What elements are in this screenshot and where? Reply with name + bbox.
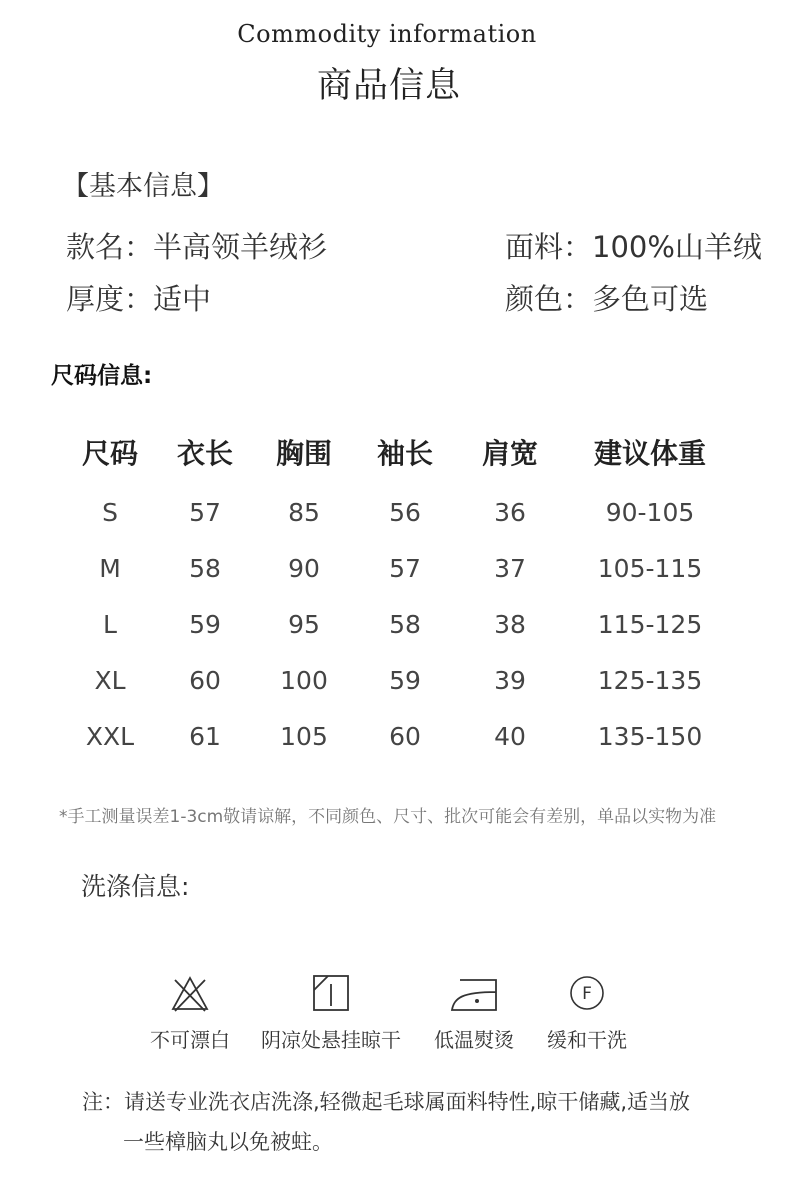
- table-cell: 95: [288, 610, 320, 639]
- table-cell: 57: [389, 554, 421, 583]
- table-cell: 36: [494, 498, 526, 527]
- table-cell: 105-115: [597, 554, 703, 583]
- table-cell: 90: [288, 554, 320, 583]
- table-cell: 100: [280, 666, 328, 695]
- table-cell: 59: [389, 666, 421, 695]
- wash-info-heading: 洗涤信息:: [81, 872, 190, 901]
- table-cell: S: [102, 498, 118, 527]
- size-info-heading: 尺码信息:: [51, 363, 153, 389]
- table-cell: 58: [389, 610, 421, 639]
- product-name: 款名：半高领羊绒衫: [66, 230, 328, 264]
- col-header-size: 尺码: [81, 437, 138, 470]
- wash-note-line1: 注：请送专业洗衣店洗涤,轻微起毛球属面料特性,晾干储藏,适当放: [82, 1090, 691, 1114]
- table-cell: 40: [494, 722, 526, 751]
- svg-text:F: F: [582, 984, 592, 1004]
- title-cn: 商品信息: [316, 66, 461, 106]
- table-cell: 85: [288, 498, 320, 527]
- care-label: 不可漂白: [150, 1028, 230, 1052]
- no-bleach-icon: [170, 974, 210, 1014]
- dry-clean-f-icon: [569, 975, 605, 1011]
- col-header-weight: 建议体重: [593, 437, 706, 470]
- table-cell: 38: [494, 610, 526, 639]
- table-cell: 58: [189, 554, 221, 583]
- table-cell: L: [103, 610, 117, 639]
- col-header-length: 衣长: [176, 437, 233, 470]
- col-header-sleeve: 袖长: [376, 437, 433, 470]
- iron-low-icon: [450, 976, 500, 1012]
- table-cell: 125-135: [597, 666, 703, 695]
- table-cell: 115-125: [597, 610, 703, 639]
- table-cell: 60: [189, 666, 221, 695]
- product-thickness: 厚度：适中: [66, 282, 212, 316]
- table-cell: 135-150: [597, 722, 703, 751]
- table-cell: 59: [189, 610, 221, 639]
- table-cell: 39: [494, 666, 526, 695]
- wash-note-line2: 一些樟脑丸以免被蛀。: [123, 1130, 333, 1154]
- col-header-shoulder: 肩宽: [481, 437, 538, 470]
- table-cell: 37: [494, 554, 526, 583]
- product-fabric: 面料：100%山羊绒: [505, 230, 762, 264]
- care-label: 阴凉处悬挂晾干: [261, 1028, 401, 1052]
- basic-info-heading: 【基本信息】: [62, 171, 224, 202]
- col-header-chest: 胸围: [275, 437, 332, 470]
- care-label: 缓和干洗: [547, 1028, 627, 1052]
- table-cell: 60: [389, 722, 421, 751]
- line-dry-shade-icon: [312, 974, 350, 1012]
- table-cell: 90-105: [605, 498, 695, 527]
- care-label: 低温熨烫: [434, 1028, 514, 1052]
- table-cell: 56: [389, 498, 421, 527]
- product-color: 颜色：多色可选: [505, 282, 709, 316]
- table-cell: 61: [189, 722, 221, 751]
- table-cell: XXL: [85, 722, 135, 751]
- measurement-note: *手工测量误差1-3cm敬请谅解，不同颜色、尺寸、批次可能会有差别，单品以实物为准: [59, 807, 717, 827]
- table-cell: 57: [189, 498, 221, 527]
- table-cell: M: [99, 554, 121, 583]
- table-cell: 105: [280, 722, 328, 751]
- table-cell: XL: [94, 666, 126, 695]
- title-en: Commodity information: [237, 20, 537, 48]
